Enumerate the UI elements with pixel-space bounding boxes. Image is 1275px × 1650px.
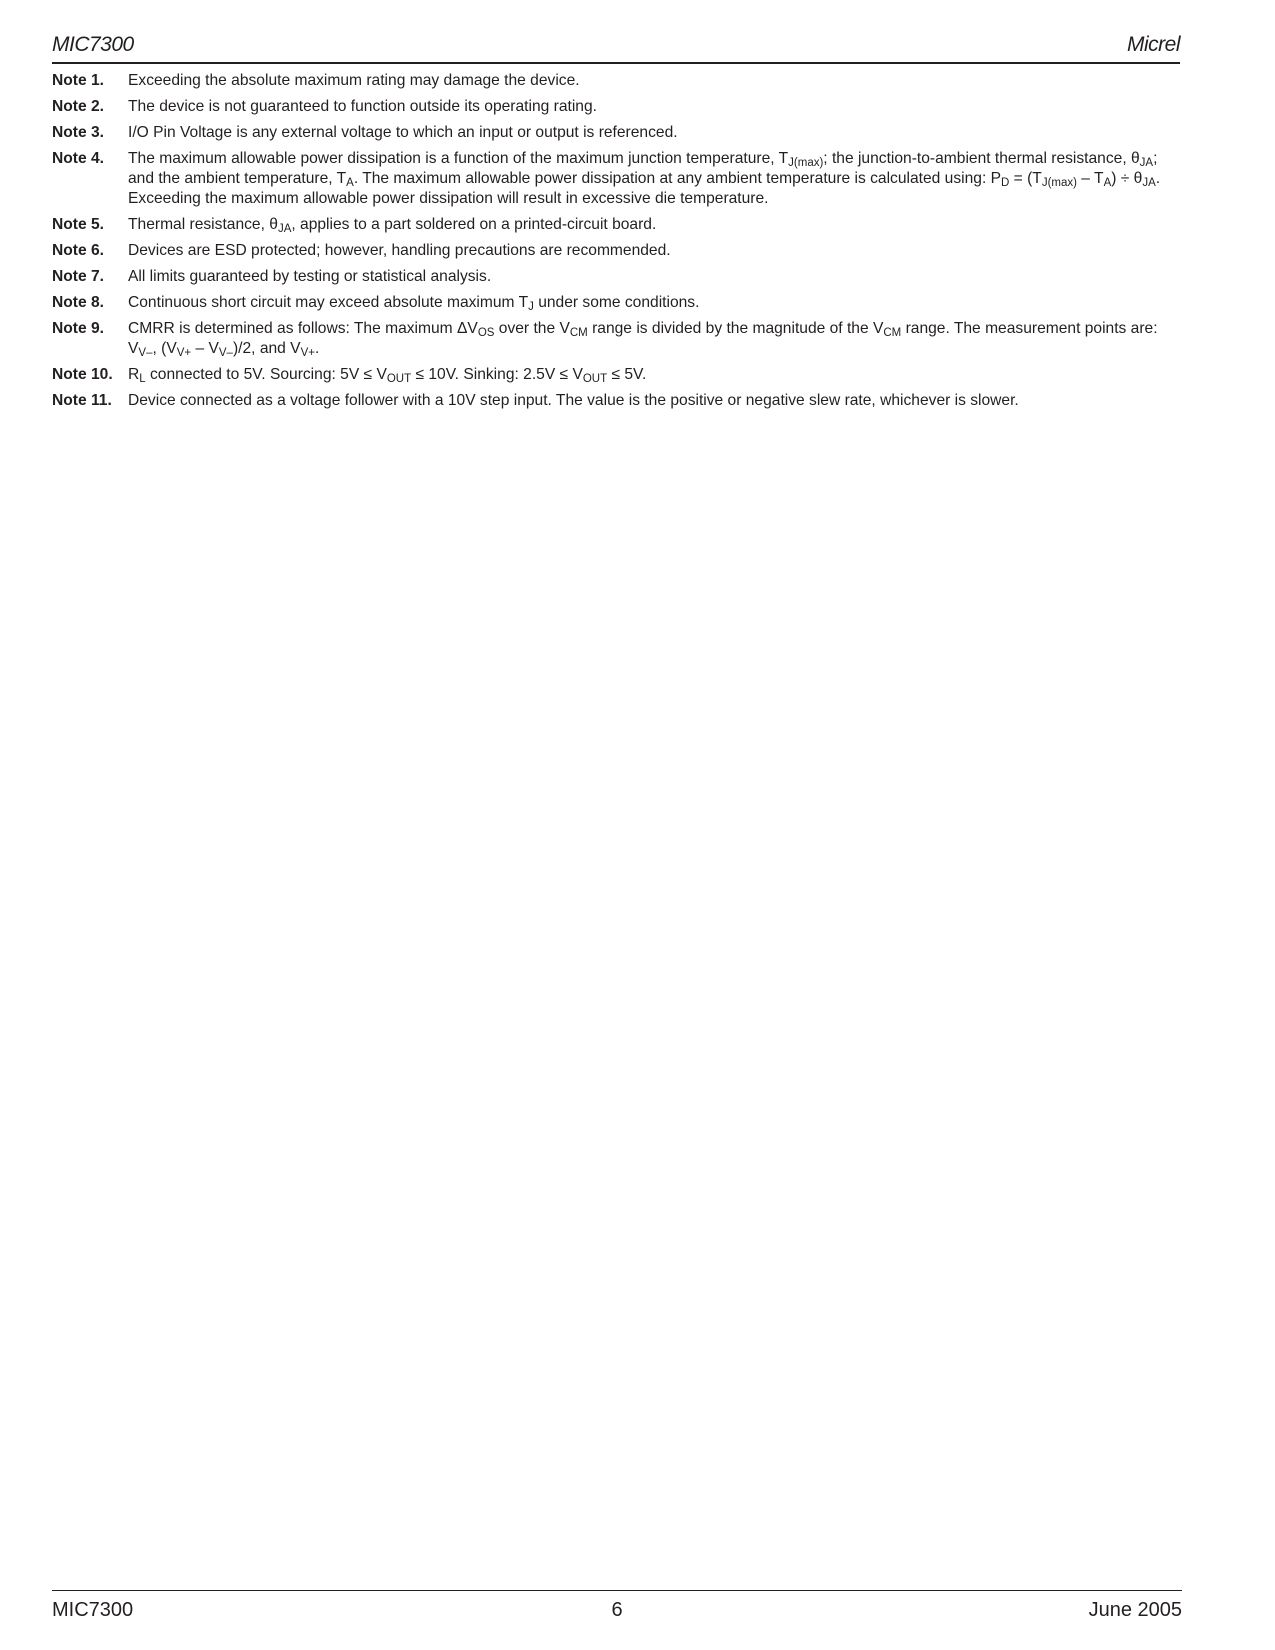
note-item <box>52 97 1180 117</box>
page-number: 6 <box>611 1599 623 1621</box>
note-item <box>52 391 1180 411</box>
note-item <box>52 319 1180 359</box>
note-item <box>52 293 1180 313</box>
note-item <box>52 215 1180 235</box>
note-text <box>128 97 1180 117</box>
header-part-number: MIC7300 <box>52 33 134 56</box>
note-item <box>52 365 1180 385</box>
note-text-segment: ) ÷ θ <box>1111 170 1143 187</box>
note-subscript: A <box>346 177 354 189</box>
note-item <box>52 123 1180 143</box>
note-item <box>52 71 1180 91</box>
note-text <box>128 391 1180 411</box>
note-text <box>128 123 1180 143</box>
note-subscript: V+ <box>176 347 192 359</box>
note-subscript: OS <box>477 327 495 339</box>
note-text-segment: R <box>128 366 140 383</box>
note-subscript: CM <box>883 327 902 339</box>
note-text-segment: , (V <box>152 340 177 357</box>
note-item <box>52 267 1180 287</box>
note-text-segment: under some conditions. <box>533 294 700 311</box>
note-label: Note 1. <box>52 72 104 89</box>
page-footer <box>52 1590 1182 1627</box>
note-text-segment: . Exceeding the maximum allowable power dissipation will result in excessive die temperature. <box>128 170 1161 207</box>
footer-part-number: MIC7300 <box>52 1599 134 1621</box>
note-text-segment: Devices are ESD protected; however, handling precautions are recommended. <box>128 242 671 259</box>
note-item <box>52 241 1180 261</box>
note-subscript: J(max) <box>788 157 824 169</box>
note-text-segment: – V <box>191 340 219 357</box>
note-text <box>128 149 1180 209</box>
note-subscript: OUT <box>386 373 412 385</box>
notes-list <box>52 71 1180 417</box>
note-subscript: V+ <box>300 347 315 359</box>
note-text-segment: The device is not guaranteed to function outside its operating rating. <box>128 98 597 115</box>
note-subscript: JA <box>1139 157 1154 169</box>
note-subscript: J <box>528 301 534 313</box>
note-text <box>128 293 1180 313</box>
note-text <box>128 365 1180 385</box>
note-text-segment: . <box>314 340 320 357</box>
note-text-segment: I/O Pin Voltage is any external voltage to which an input or output is referenced. <box>128 124 678 141</box>
note-text-segment: range is divided by the magnitude of the V <box>587 320 884 337</box>
note-text <box>128 215 1180 235</box>
note-text-segment: , applies to a part soldered on a printed-circuit board. <box>291 216 657 233</box>
page-header <box>52 32 1180 64</box>
note-subscript: OUT <box>582 373 608 385</box>
note-subscript: L <box>139 373 146 385</box>
note-text-segment: over the V <box>494 320 570 337</box>
note-text-segment: range. The measurement points are: V <box>128 320 1158 357</box>
note-label: Note 11. <box>52 392 112 409</box>
note-label: Note 10. <box>52 366 113 383</box>
note-subscript: CM <box>569 327 588 339</box>
note-text <box>128 71 1180 91</box>
note-label: Note 5. <box>52 216 104 233</box>
note-text-segment: CMRR is determined as follows: The maximum ΔV <box>128 320 478 337</box>
footer-date: June 2005 <box>1088 1599 1182 1621</box>
note-text-segment: Thermal resistance, θ <box>128 216 278 233</box>
note-label: Note 6. <box>52 242 104 259</box>
note-text-segment: . The maximum allowable power dissipation at any ambient temperature is calculated using: P <box>353 170 1002 187</box>
note-subscript: JA <box>277 223 292 235</box>
note-label: Note 9. <box>52 320 104 337</box>
note-subscript: JA <box>1142 177 1156 189</box>
note-text-segment: Device connected as a voltage follower with a 10V step input. The value is the positive or negative slew rate, whichever is slower. <box>128 392 1019 409</box>
note-subscript: J(max) <box>1041 177 1077 189</box>
note-label: Note 2. <box>52 98 104 115</box>
note-subscript: V– <box>218 347 233 359</box>
note-text-segment: Exceeding the absolute maximum rating may damage the device. <box>128 72 580 89</box>
note-text-segment: ; and the ambient temperature, T <box>128 150 1158 187</box>
note-item <box>52 149 1180 209</box>
note-text-segment: )/2, and V <box>232 340 301 357</box>
note-label: Note 8. <box>52 294 104 311</box>
note-label: Note 4. <box>52 150 104 167</box>
note-subscript: V– <box>138 347 153 359</box>
note-text-segment: connected to 5V. Sourcing: 5V ≤ V <box>145 366 387 383</box>
note-text-segment: ; the junction-to-ambient thermal resistance, θ <box>823 150 1140 167</box>
note-text-segment: ≤ 10V. Sinking: 2.5V ≤ V <box>411 366 583 383</box>
note-text-segment: ≤ 5V. <box>607 366 647 383</box>
note-text-segment: – T <box>1076 170 1104 187</box>
note-text <box>128 319 1180 359</box>
header-company-name: Micrel <box>1127 33 1180 56</box>
note-text-segment: The maximum allowable power dissipation is a function of the maximum junction temperature, T <box>128 150 789 167</box>
note-text <box>128 267 1180 287</box>
note-label: Note 3. <box>52 124 104 141</box>
note-text <box>128 241 1180 261</box>
note-label: Note 7. <box>52 268 104 285</box>
note-text-segment: = (T <box>1009 170 1042 187</box>
note-text-segment: All limits guaranteed by testing or statistical analysis. <box>128 268 492 285</box>
note-subscript: A <box>1103 177 1112 189</box>
note-subscript: D <box>1001 177 1010 189</box>
note-text-segment: Continuous short circuit may exceed absolute maximum T <box>128 294 529 311</box>
